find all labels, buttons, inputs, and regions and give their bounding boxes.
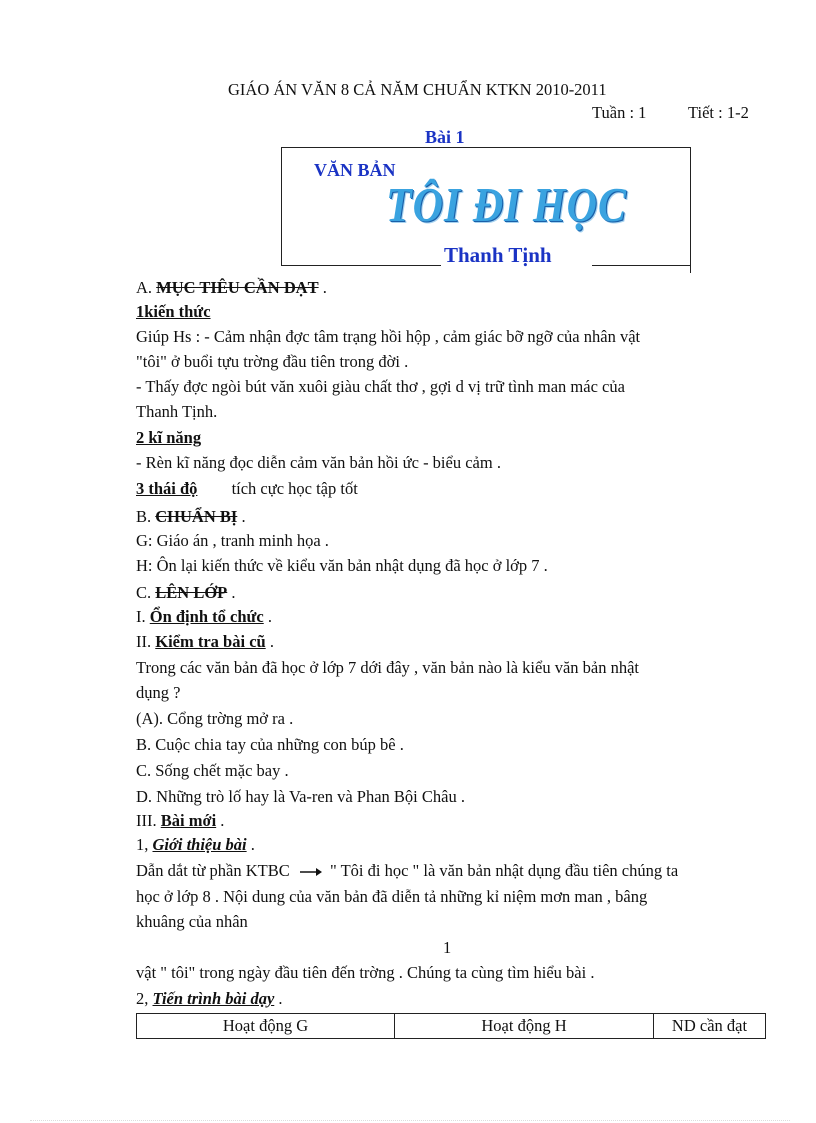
step-iii-heading <box>136 811 224 831</box>
section-a-prefix: A. <box>136 278 153 297</box>
intro-line-1 <box>136 861 678 881</box>
step-iii-title: Bài mới <box>160 811 217 830</box>
intro-text-before-arrow: Dẫn dắt từ phần KTBC <box>136 861 290 880</box>
subsection-1-title: Giới thiệu bài <box>152 835 247 854</box>
prep-teacher-line: G: Giáo án , tranh minh họa . <box>136 531 329 550</box>
question-line-1: Trong các văn bản đã học ở lớp 7 dới đây , văn bản nào là kiểu văn bản nhật <box>136 658 640 677</box>
lesson-title-wordart: TÔI ĐI HỌC <box>386 179 628 233</box>
intro-line-2: học ở lớp 8 . Nội dung của văn bản đã diễn tả những kỉ niệm mơn man , bâng <box>136 887 648 906</box>
title-frame-right <box>690 147 691 273</box>
step-ii-title: Kiểm tra bài cũ <box>155 632 266 651</box>
knowledge-line-2: "tôi" ở buổi tựu trờng đầu tiên trong đời . <box>136 352 409 371</box>
skills-heading: 2 kĩ năng <box>136 428 202 447</box>
section-b-heading <box>136 507 246 527</box>
genre-label: VĂN BẢN <box>314 160 396 180</box>
table-header-row <box>137 1014 766 1039</box>
table-header-content: ND cần đạt <box>654 1014 766 1039</box>
section-a-title: MỤC TIÊU CẦN ĐẠT <box>156 278 319 297</box>
table-header-student: Hoạt động H <box>395 1014 654 1039</box>
intro-line-4: vật " tôi" trong ngày đầu tiên đến trờng . Chúng ta cùng tìm hiểu bài . <box>136 963 595 982</box>
knowledge-heading: 1kiến thức <box>136 302 211 321</box>
step-i-prefix: I. <box>136 607 146 626</box>
subsection-1-prefix: 1, <box>136 835 149 854</box>
lesson-number: Bài 1 <box>425 127 465 147</box>
question-line-2: dụng ? <box>136 683 181 702</box>
option-d: D. Những trò lố hay là Va-ren và Phan Bội Châu . <box>136 787 465 806</box>
period-label: Tiết : 1-2 <box>688 103 749 122</box>
table-header-teacher: Hoạt động G <box>137 1014 395 1039</box>
knowledge-line-1: Giúp Hs : - Cảm nhận đợc tâm trạng hồi hộp , cảm giác bỡ ngỡ của nhân vật <box>136 327 641 346</box>
title-frame-left <box>281 147 282 265</box>
attitude-text: tích cực học tập tốt <box>231 479 358 498</box>
step-i-suffix: . <box>267 607 272 626</box>
subsection-1-suffix: . <box>250 835 255 854</box>
title-frame-bottom-right <box>592 265 691 266</box>
option-c: C. Sống chết mặc bay . <box>136 761 289 780</box>
intro-text-after-arrow: " Tôi đi học " là văn bản nhật dụng đầu tiên chúng ta <box>330 861 679 880</box>
section-c-title: LÊN LỚP <box>155 583 228 602</box>
right-arrow-icon <box>300 867 322 877</box>
section-c-heading <box>136 583 236 603</box>
knowledge-line-3: - Thấy đợc ngòi bút văn xuôi giàu chất thơ , gợi d vị trữ tình man mác của <box>136 377 625 396</box>
document-title: GIÁO ÁN VĂN 8 CẢ NĂM CHUẨN KTKN 2010-2011 <box>228 80 607 99</box>
knowledge-line-4: Thanh Tịnh. <box>136 402 218 421</box>
attitude-line <box>136 479 358 499</box>
step-i-heading <box>136 607 272 627</box>
step-ii-suffix: . <box>269 632 274 651</box>
section-c-prefix: C. <box>136 583 152 602</box>
section-b-prefix: B. <box>136 507 152 526</box>
intro-line-3: khuâng của nhân <box>136 912 248 931</box>
page-number: 1 <box>443 938 452 957</box>
attitude-heading: 3 thái độ <box>136 479 198 498</box>
week-label: Tuần : 1 <box>592 103 647 122</box>
subsection-2-suffix: . <box>278 989 283 1008</box>
section-a-heading <box>136 278 327 298</box>
subsection-2-heading <box>136 989 283 1009</box>
section-b-suffix: . <box>241 507 246 526</box>
title-frame-top <box>281 147 691 148</box>
step-ii-prefix: II. <box>136 632 152 651</box>
step-iii-suffix: . <box>220 811 225 830</box>
section-a-suffix: . <box>322 278 327 297</box>
lesson-activity-table <box>136 1013 766 1039</box>
prep-student-line: H: Ôn lại kiến thức về kiểu văn bản nhật dụng đã học ở lớp 7 . <box>136 556 548 575</box>
subsection-2-title: Tiến trình bài dạy <box>152 989 275 1008</box>
step-i-title: Ổn định tổ chức <box>149 607 264 626</box>
skills-line-1: - Rèn kĩ năng đọc diễn cảm văn bản hồi ức - biểu cảm . <box>136 453 501 472</box>
section-c-suffix: . <box>231 583 236 602</box>
section-b-title: CHUẨN BỊ <box>155 507 238 526</box>
option-a: (A). Cổng trờng mở ra . <box>136 709 294 728</box>
title-frame-bottom-left <box>281 265 441 266</box>
step-iii-prefix: III. <box>136 811 157 830</box>
option-b: B. Cuộc chia tay của những con búp bê . <box>136 735 404 754</box>
subsection-1-heading <box>136 835 255 855</box>
page-bottom-divider <box>30 1120 790 1121</box>
author-name: Thanh Tịnh <box>444 243 552 267</box>
subsection-2-prefix: 2, <box>136 989 149 1008</box>
step-ii-heading <box>136 632 274 652</box>
